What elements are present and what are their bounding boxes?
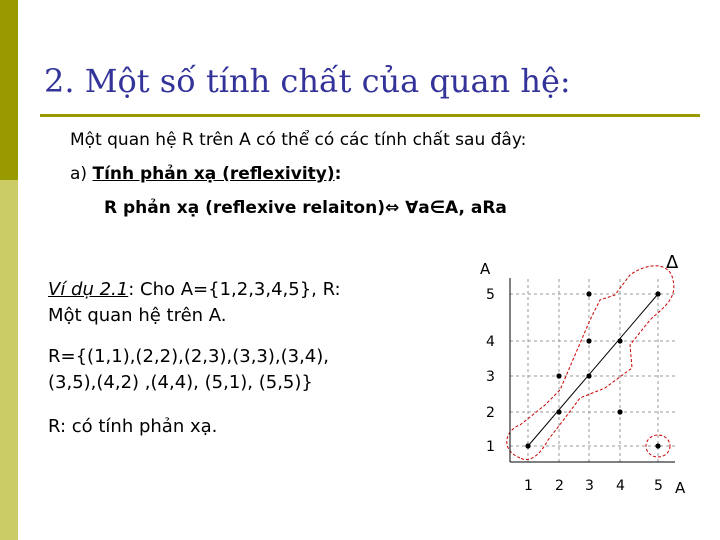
- section-title: Tính phản xạ (reflexivity): [92, 164, 335, 184]
- relation-line-2: (3,5),(4,2) ,(4,4), (5,1), (5,5)}: [48, 372, 313, 393]
- example-label: Ví dụ 2.1: [48, 279, 129, 300]
- relation-point: [556, 409, 561, 414]
- x-tick-label: 5: [654, 478, 663, 494]
- diagonal-line: [528, 294, 658, 446]
- relation-point: [586, 291, 591, 296]
- y-tick-label: 2: [486, 405, 495, 421]
- section-colon: :: [334, 164, 342, 184]
- y-tick-label: 4: [486, 334, 495, 350]
- slide-title: 2. Một số tính chất của quan hệ:: [44, 62, 571, 100]
- tick-layer: [486, 287, 663, 494]
- example-line-2: Một quan hệ trên A.: [48, 305, 227, 326]
- y-axis-label: A: [480, 260, 491, 278]
- x-tick-label: 4: [616, 478, 625, 494]
- y-tick-label: 5: [486, 287, 495, 303]
- x-tick-label: 1: [524, 478, 533, 494]
- relation-point: [617, 409, 622, 414]
- relation-point: [586, 338, 591, 343]
- relation-point: [655, 443, 660, 448]
- conclusion-text: R: có tính phản xạ.: [48, 416, 218, 437]
- intro-text: Một quan hệ R trên A có thể có các tính chất sau đây:: [70, 130, 527, 150]
- example-text: : Cho A={1,2,3,4,5}, R:: [128, 279, 341, 300]
- x-tick-label: 2: [555, 478, 564, 494]
- x-tick-label: 3: [585, 478, 594, 494]
- diagonal-label: Δ: [666, 252, 679, 273]
- relation-point: [617, 338, 622, 343]
- section-prefix: a): [70, 164, 93, 184]
- y-tick-label: 3: [486, 369, 495, 385]
- y-tick-label: 1: [486, 439, 495, 455]
- relation-point: [586, 373, 591, 378]
- relation-point: [556, 373, 561, 378]
- relation-line-1: R={(1,1),(2,2),(2,3),(3,3),(3,4),: [48, 346, 330, 367]
- x-axis-label: A: [675, 479, 686, 497]
- relation-point: [655, 291, 660, 296]
- definition-text: R phản xạ (reflexive relaiton)⇔ ∀a∈A, aRa: [104, 198, 507, 218]
- relation-point: [525, 443, 530, 448]
